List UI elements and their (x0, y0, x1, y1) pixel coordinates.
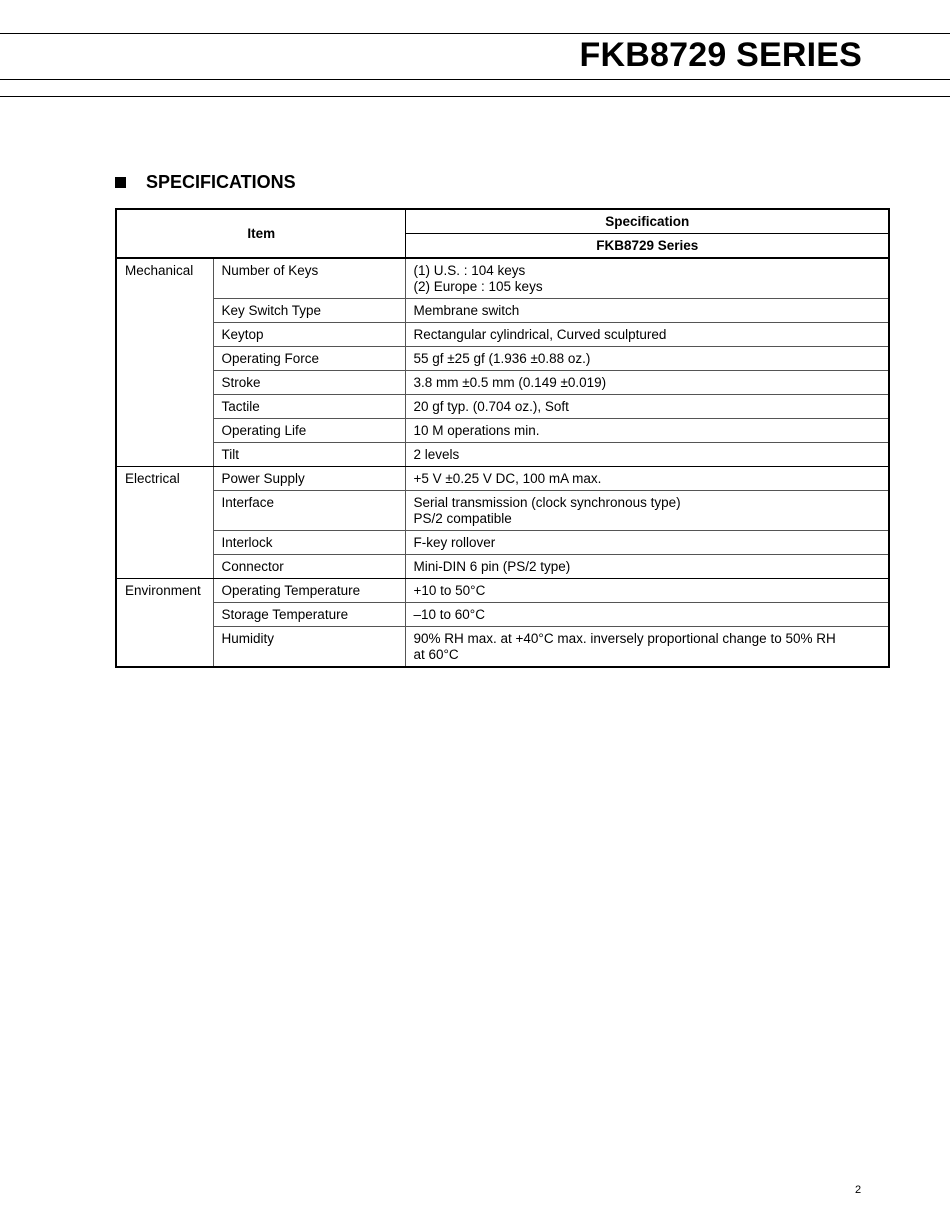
specification-cell (405, 555, 889, 579)
specification-line: 20 gf typ. (0.704 oz.), Soft (413, 399, 569, 414)
category-cell: Mechanical (116, 258, 213, 467)
table-row (116, 323, 889, 347)
specification-line: Serial transmission (clock synchronous type) (413, 495, 681, 510)
item-cell: Keytop (213, 323, 405, 347)
specification-line: at 60°C (413, 647, 459, 662)
column-header-specification: Specification (405, 209, 889, 234)
specification-line: 55 gf ±25 gf (1.936 ±0.88 oz.) (413, 351, 591, 366)
item-cell: Number of Keys (213, 258, 405, 299)
table-row (116, 627, 889, 668)
table-row (116, 579, 889, 603)
specification-cell (405, 603, 889, 627)
table-row (116, 491, 889, 531)
specification-line: PS/2 compatible (413, 511, 512, 526)
item-cell: Key Switch Type (213, 299, 405, 323)
specification-line: F-key rollover (413, 535, 496, 550)
specification-cell (405, 579, 889, 603)
item-cell: Connector (213, 555, 405, 579)
item-cell: Storage Temperature (213, 603, 405, 627)
item-cell: Power Supply (213, 467, 405, 491)
specification-cell (405, 323, 889, 347)
item-cell: Operating Temperature (213, 579, 405, 603)
item-cell: Tilt (213, 443, 405, 467)
header-rule-middle (0, 79, 950, 80)
specification-line: (1) U.S. : 104 keys (413, 263, 526, 278)
table-row (116, 371, 889, 395)
header-rule-bottom (0, 96, 950, 97)
specification-line: 90% RH max. at +40°C max. inversely proportional change to 50% RH (413, 631, 836, 646)
specification-line: Rectangular cylindrical, Curved sculptured (413, 327, 667, 342)
table-row (116, 419, 889, 443)
specification-line: –10 to 60°C (413, 607, 485, 622)
specification-line: (2) Europe : 105 keys (413, 279, 543, 294)
category-cell: Environment (116, 579, 213, 668)
item-cell: Interlock (213, 531, 405, 555)
table-row (116, 603, 889, 627)
table-row (116, 531, 889, 555)
specification-line: Membrane switch (413, 303, 520, 318)
item-cell: Humidity (213, 627, 405, 668)
column-header-series: FKB8729 Series (596, 238, 699, 253)
specification-cell (405, 467, 889, 491)
column-header-item: Item (116, 209, 405, 258)
specification-cell (405, 531, 889, 555)
section-heading (115, 172, 296, 193)
specification-cell (405, 627, 889, 668)
specification-cell (405, 443, 889, 467)
specification-cell (405, 419, 889, 443)
table-row (116, 258, 889, 299)
table-row (116, 347, 889, 371)
item-cell: Operating Life (213, 419, 405, 443)
specification-cell (405, 347, 889, 371)
table-row (116, 299, 889, 323)
specification-cell (405, 395, 889, 419)
specification-cell (405, 371, 889, 395)
document-title: FKB8729 SERIES (579, 36, 862, 74)
specification-line: 10 M operations min. (413, 423, 540, 438)
table-row (116, 395, 889, 419)
table-row (116, 555, 889, 579)
specification-line: 3.8 mm ±0.5 mm (0.149 ±0.019) (413, 375, 607, 390)
item-cell: Operating Force (213, 347, 405, 371)
header-rule-top (0, 33, 950, 34)
specification-line: Mini-DIN 6 pin (PS/2 type) (413, 559, 571, 574)
specification-line: +5 V ±0.25 V DC, 100 mA max. (413, 471, 602, 486)
item-cell: Tactile (213, 395, 405, 419)
specification-line: +10 to 50°C (413, 583, 486, 598)
specifications-table (115, 208, 890, 668)
item-cell: Interface (213, 491, 405, 531)
specification-cell (405, 299, 889, 323)
table-row (116, 443, 889, 467)
square-bullet-icon (115, 177, 126, 188)
specification-cell (405, 491, 889, 531)
specification-cell (405, 258, 889, 299)
section-title: SPECIFICATIONS (146, 172, 296, 192)
page-number: 2 (855, 1184, 862, 1196)
table-row (116, 467, 889, 491)
category-cell: Electrical (116, 467, 213, 579)
item-cell: Stroke (213, 371, 405, 395)
specification-line: 2 levels (413, 447, 460, 462)
